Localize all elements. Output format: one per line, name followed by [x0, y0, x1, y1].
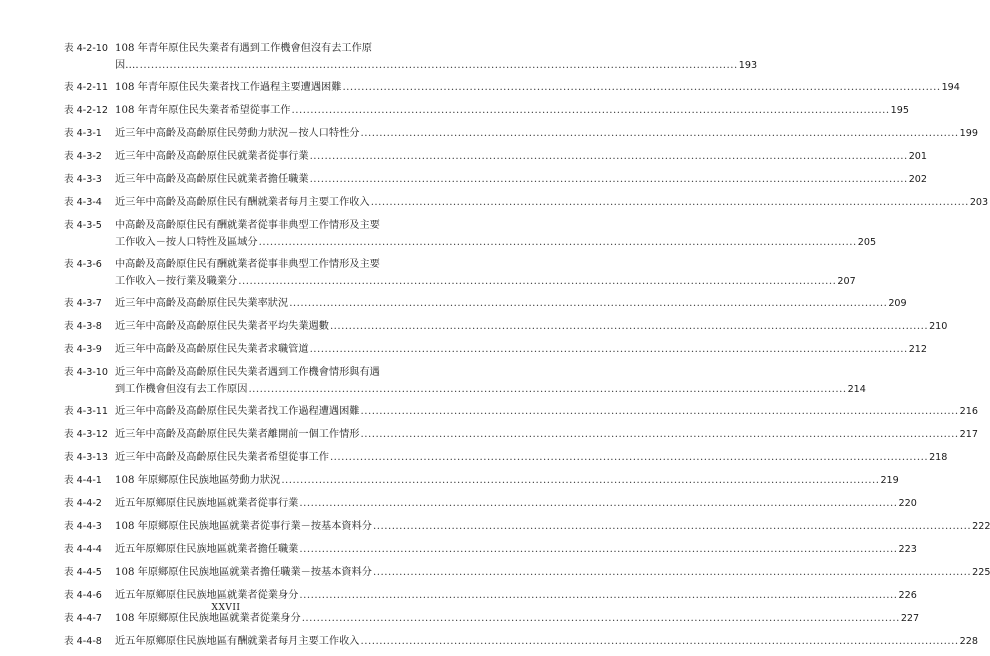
entry-title: 近三年中高齡及高齡原住民失業者求職管道 — [115, 344, 309, 355]
table-number: 表 4-4-2 — [64, 498, 102, 509]
toc-entry[interactable] — [64, 449, 948, 466]
entry-title-block — [115, 318, 948, 335]
entry-title: 近三年中高齡及高齡原住民失業者遇到工作機會情形與有遇 — [115, 367, 380, 378]
table-number: 表 4-4-6 — [64, 590, 102, 601]
entry-line — [115, 125, 978, 142]
toc-entry[interactable] — [64, 125, 978, 142]
table-number: 表 4-4-7 — [64, 613, 102, 624]
entry-title-block — [115, 125, 978, 142]
entry-title: 近三年中高齡及高齡原住民就業者擔任職業 — [115, 174, 309, 185]
dot-leader — [310, 148, 908, 165]
entry-title: 108 年原鄉原住民族地區就業者從業身分 — [115, 613, 301, 624]
entry-title-block — [115, 495, 917, 512]
toc-entry[interactable] — [64, 564, 990, 581]
entry-title-block — [115, 217, 877, 251]
toc-entry[interactable] — [64, 194, 989, 211]
table-number: 表 4-3-5 — [64, 220, 102, 231]
entry-title: 近三年中高齡及高齡原住民失業率狀況 — [115, 298, 289, 309]
table-number: 表 4-3-2 — [64, 151, 102, 162]
dot-leader — [299, 495, 897, 512]
entry-title-block — [115, 633, 978, 650]
page-number: 226 — [898, 590, 917, 601]
entry-line — [115, 564, 990, 581]
table-number: 表 4-3-10 — [64, 367, 108, 378]
entry-title-block — [115, 79, 960, 96]
entry-line — [115, 426, 978, 443]
entry-line — [115, 403, 978, 420]
entry-line — [115, 633, 978, 650]
page-number: 199 — [959, 128, 978, 139]
entry-title: 近三年中高齡及高齡原住民勞動力狀況－按人口特性分 — [115, 128, 360, 139]
entry-line — [115, 518, 990, 535]
entry-title-block — [115, 587, 917, 604]
entry-title-block — [115, 341, 928, 358]
entry-line — [115, 449, 948, 466]
toc-entry[interactable] — [64, 472, 899, 489]
page-number: 220 — [898, 498, 917, 509]
entry-title-block — [115, 518, 990, 535]
toc-entry[interactable] — [64, 256, 856, 290]
toc-entry[interactable] — [64, 403, 978, 420]
dot-leader — [292, 102, 890, 119]
entry-line — [115, 381, 866, 398]
page-number: 223 — [898, 544, 917, 555]
entry-title: 近三年中高齡及高齡原住民失業者平均失業週數 — [115, 321, 329, 332]
entry-title: 108 年青年原住民失業者希望從事工作 — [115, 105, 291, 116]
entry-title-block — [115, 564, 990, 581]
entry-title-block — [115, 194, 989, 211]
table-number: 表 4-3-4 — [64, 197, 102, 208]
table-number: 表 4-4-8 — [64, 636, 102, 647]
table-number: 表 4-3-12 — [64, 429, 108, 440]
entry-title: 因…. — [115, 60, 139, 71]
table-number: 表 4-3-9 — [64, 344, 102, 355]
entry-title: 108 年青年原住民失業者有遇到工作機會但沒有去工作原 — [115, 43, 372, 54]
table-number: 表 4-3-3 — [64, 174, 102, 185]
dot-leader — [373, 518, 971, 535]
entry-line — [115, 587, 917, 604]
table-number: 表 4-3-7 — [64, 298, 102, 309]
dot-leader — [299, 587, 897, 604]
page-number: 227 — [900, 613, 920, 624]
toc-entry[interactable] — [64, 79, 960, 96]
entry-line — [115, 217, 400, 234]
dot-leader — [361, 403, 959, 420]
toc-entry[interactable] — [64, 217, 877, 251]
entry-title: 工作收入－按行業及職業分 — [115, 276, 238, 287]
toc-entry[interactable] — [64, 341, 928, 358]
table-number: 表 4-3-8 — [64, 321, 102, 332]
entry-title-block — [115, 256, 856, 290]
entry-line — [115, 194, 989, 211]
entry-line — [115, 171, 928, 188]
table-number: 表 4-2-12 — [64, 105, 108, 116]
dot-leader — [310, 341, 908, 358]
toc-entry[interactable] — [64, 587, 917, 604]
entry-title: 到工作機會但沒有去工作原因 — [115, 384, 248, 395]
page-number: 203 — [969, 197, 989, 208]
toc-entry[interactable] — [64, 518, 990, 535]
entry-title: 近五年原鄉原住民族地區就業者擔任職業 — [115, 544, 299, 555]
entry-title-block — [115, 171, 928, 188]
entry-title: 近三年中高齡及高齡原住民失業者希望從事工作 — [115, 452, 329, 463]
entry-line — [115, 541, 917, 558]
dot-leader — [281, 472, 879, 489]
entry-title-block — [115, 148, 928, 165]
toc-entry[interactable] — [64, 495, 917, 512]
page-number: 194 — [941, 82, 960, 93]
table-number: 表 4-4-5 — [64, 567, 102, 578]
entry-title: 中高齡及高齡原住民有酬就業者從事非典型工作情形及主要 — [115, 259, 380, 270]
entry-line — [115, 273, 856, 290]
table-number: 表 4-3-6 — [64, 259, 102, 270]
entry-line — [115, 295, 907, 312]
page-number: 205 — [857, 237, 877, 248]
entry-line — [115, 472, 899, 489]
entry-line — [115, 256, 400, 273]
page-number: 209 — [888, 298, 907, 309]
entry-title-block — [115, 40, 758, 74]
toc-entry[interactable] — [64, 541, 917, 558]
entry-title-block — [115, 449, 948, 466]
table-of-contents — [64, 40, 990, 656]
page-number: 195 — [890, 105, 909, 116]
toc-entry[interactable] — [64, 40, 758, 74]
page-number-footer: XXVII — [211, 603, 241, 613]
page-number: 210 — [929, 321, 948, 332]
page-number: 217 — [959, 429, 978, 440]
entry-title-block — [115, 426, 978, 443]
dot-leader — [330, 449, 928, 466]
page-number: 201 — [908, 151, 928, 162]
entry-line — [115, 57, 758, 74]
entry-title-block — [115, 364, 866, 398]
toc-entry[interactable] — [64, 318, 948, 335]
dot-leader — [259, 234, 857, 251]
dot-leader — [342, 79, 940, 96]
dot-leader — [361, 426, 959, 443]
page-number: 214 — [847, 384, 866, 395]
page-number: 222 — [972, 521, 990, 532]
page-number: 228 — [959, 636, 978, 647]
table-number: 表 4-3-13 — [64, 452, 108, 463]
dot-leader — [361, 633, 959, 650]
dot-leader — [361, 125, 959, 142]
entry-title: 近五年原鄉原住民族地區就業者從事行業 — [115, 498, 299, 509]
page-number: 202 — [908, 174, 928, 185]
entry-title: 近三年中高齡及高齡原住民有酬就業者每月主要工作收入 — [115, 197, 370, 208]
dot-leader — [373, 564, 971, 581]
page-number: 218 — [929, 452, 948, 463]
dot-leader — [330, 318, 928, 335]
dot-leader — [238, 273, 836, 290]
page-number: 212 — [908, 344, 928, 355]
entry-title: 近三年中高齡及高齡原住民失業者找工作過程遭遇困難 — [115, 406, 360, 417]
entry-line — [115, 318, 948, 335]
entry-title-block — [115, 295, 907, 312]
table-number: 表 4-2-11 — [64, 82, 108, 93]
table-number: 表 4-4-1 — [64, 475, 102, 486]
entry-line — [115, 364, 400, 381]
dot-leader — [310, 171, 908, 188]
entry-line — [115, 234, 877, 251]
entry-line — [115, 40, 400, 57]
page-number: 207 — [837, 276, 856, 287]
entry-title: 108 年原鄉原住民族地區就業者擔任職業－按基本資料分 — [115, 567, 372, 578]
table-number: 表 4-3-11 — [64, 406, 108, 417]
entry-title: 近三年中高齡及高齡原住民就業者從事行業 — [115, 151, 309, 162]
page-number: 225 — [972, 567, 990, 578]
toc-entry[interactable] — [64, 171, 928, 188]
entry-title: 108 年原鄉原住民族地區勞動力狀況 — [115, 475, 281, 486]
dot-leader — [140, 57, 738, 74]
toc-entry[interactable] — [64, 295, 907, 312]
entry-title: 近三年中高齡及高齡原住民失業者離開前一個工作情形 — [115, 429, 360, 440]
entry-title-block — [115, 541, 917, 558]
toc-entry[interactable] — [64, 364, 866, 398]
entry-title-block — [115, 472, 899, 489]
entry-title: 108 年原鄉原住民族地區就業者從事行業－按基本資料分 — [115, 521, 372, 532]
table-number: 表 4-4-4 — [64, 544, 102, 555]
toc-entry[interactable] — [64, 426, 978, 443]
entry-line — [115, 102, 909, 119]
dot-leader — [299, 541, 897, 558]
table-number: 表 4-3-1 — [64, 128, 102, 139]
page-number: 219 — [880, 475, 899, 486]
entry-title: 工作收入－按人口特性及區域分 — [115, 237, 258, 248]
page-number: 216 — [959, 406, 978, 417]
entry-line — [115, 341, 928, 358]
entry-title: 近五年原鄉原住民族地區有酬就業者每月主要工作收入 — [115, 636, 360, 647]
table-number: 表 4-4-3 — [64, 521, 102, 532]
table-number: 表 4-2-10 — [64, 43, 108, 54]
entry-line — [115, 495, 917, 512]
dot-leader — [371, 194, 969, 211]
toc-entry[interactable] — [64, 148, 928, 165]
entry-title-block — [115, 102, 909, 119]
dot-leader — [289, 295, 887, 312]
entry-line — [115, 79, 960, 96]
entry-title-block — [115, 403, 978, 420]
dot-leader — [248, 381, 846, 398]
entry-title: 中高齡及高齡原住民有酬就業者從事非典型工作情形及主要 — [115, 220, 380, 231]
entry-line — [115, 148, 928, 165]
toc-entry[interactable] — [64, 633, 978, 650]
toc-entry[interactable] — [64, 102, 909, 119]
page-number: 193 — [738, 60, 758, 71]
entry-title: 近五年原鄉原住民族地區就業者從業身分 — [115, 590, 299, 601]
entry-title: 108 年青年原住民失業者找工作過程主要遭遇困難 — [115, 82, 342, 93]
